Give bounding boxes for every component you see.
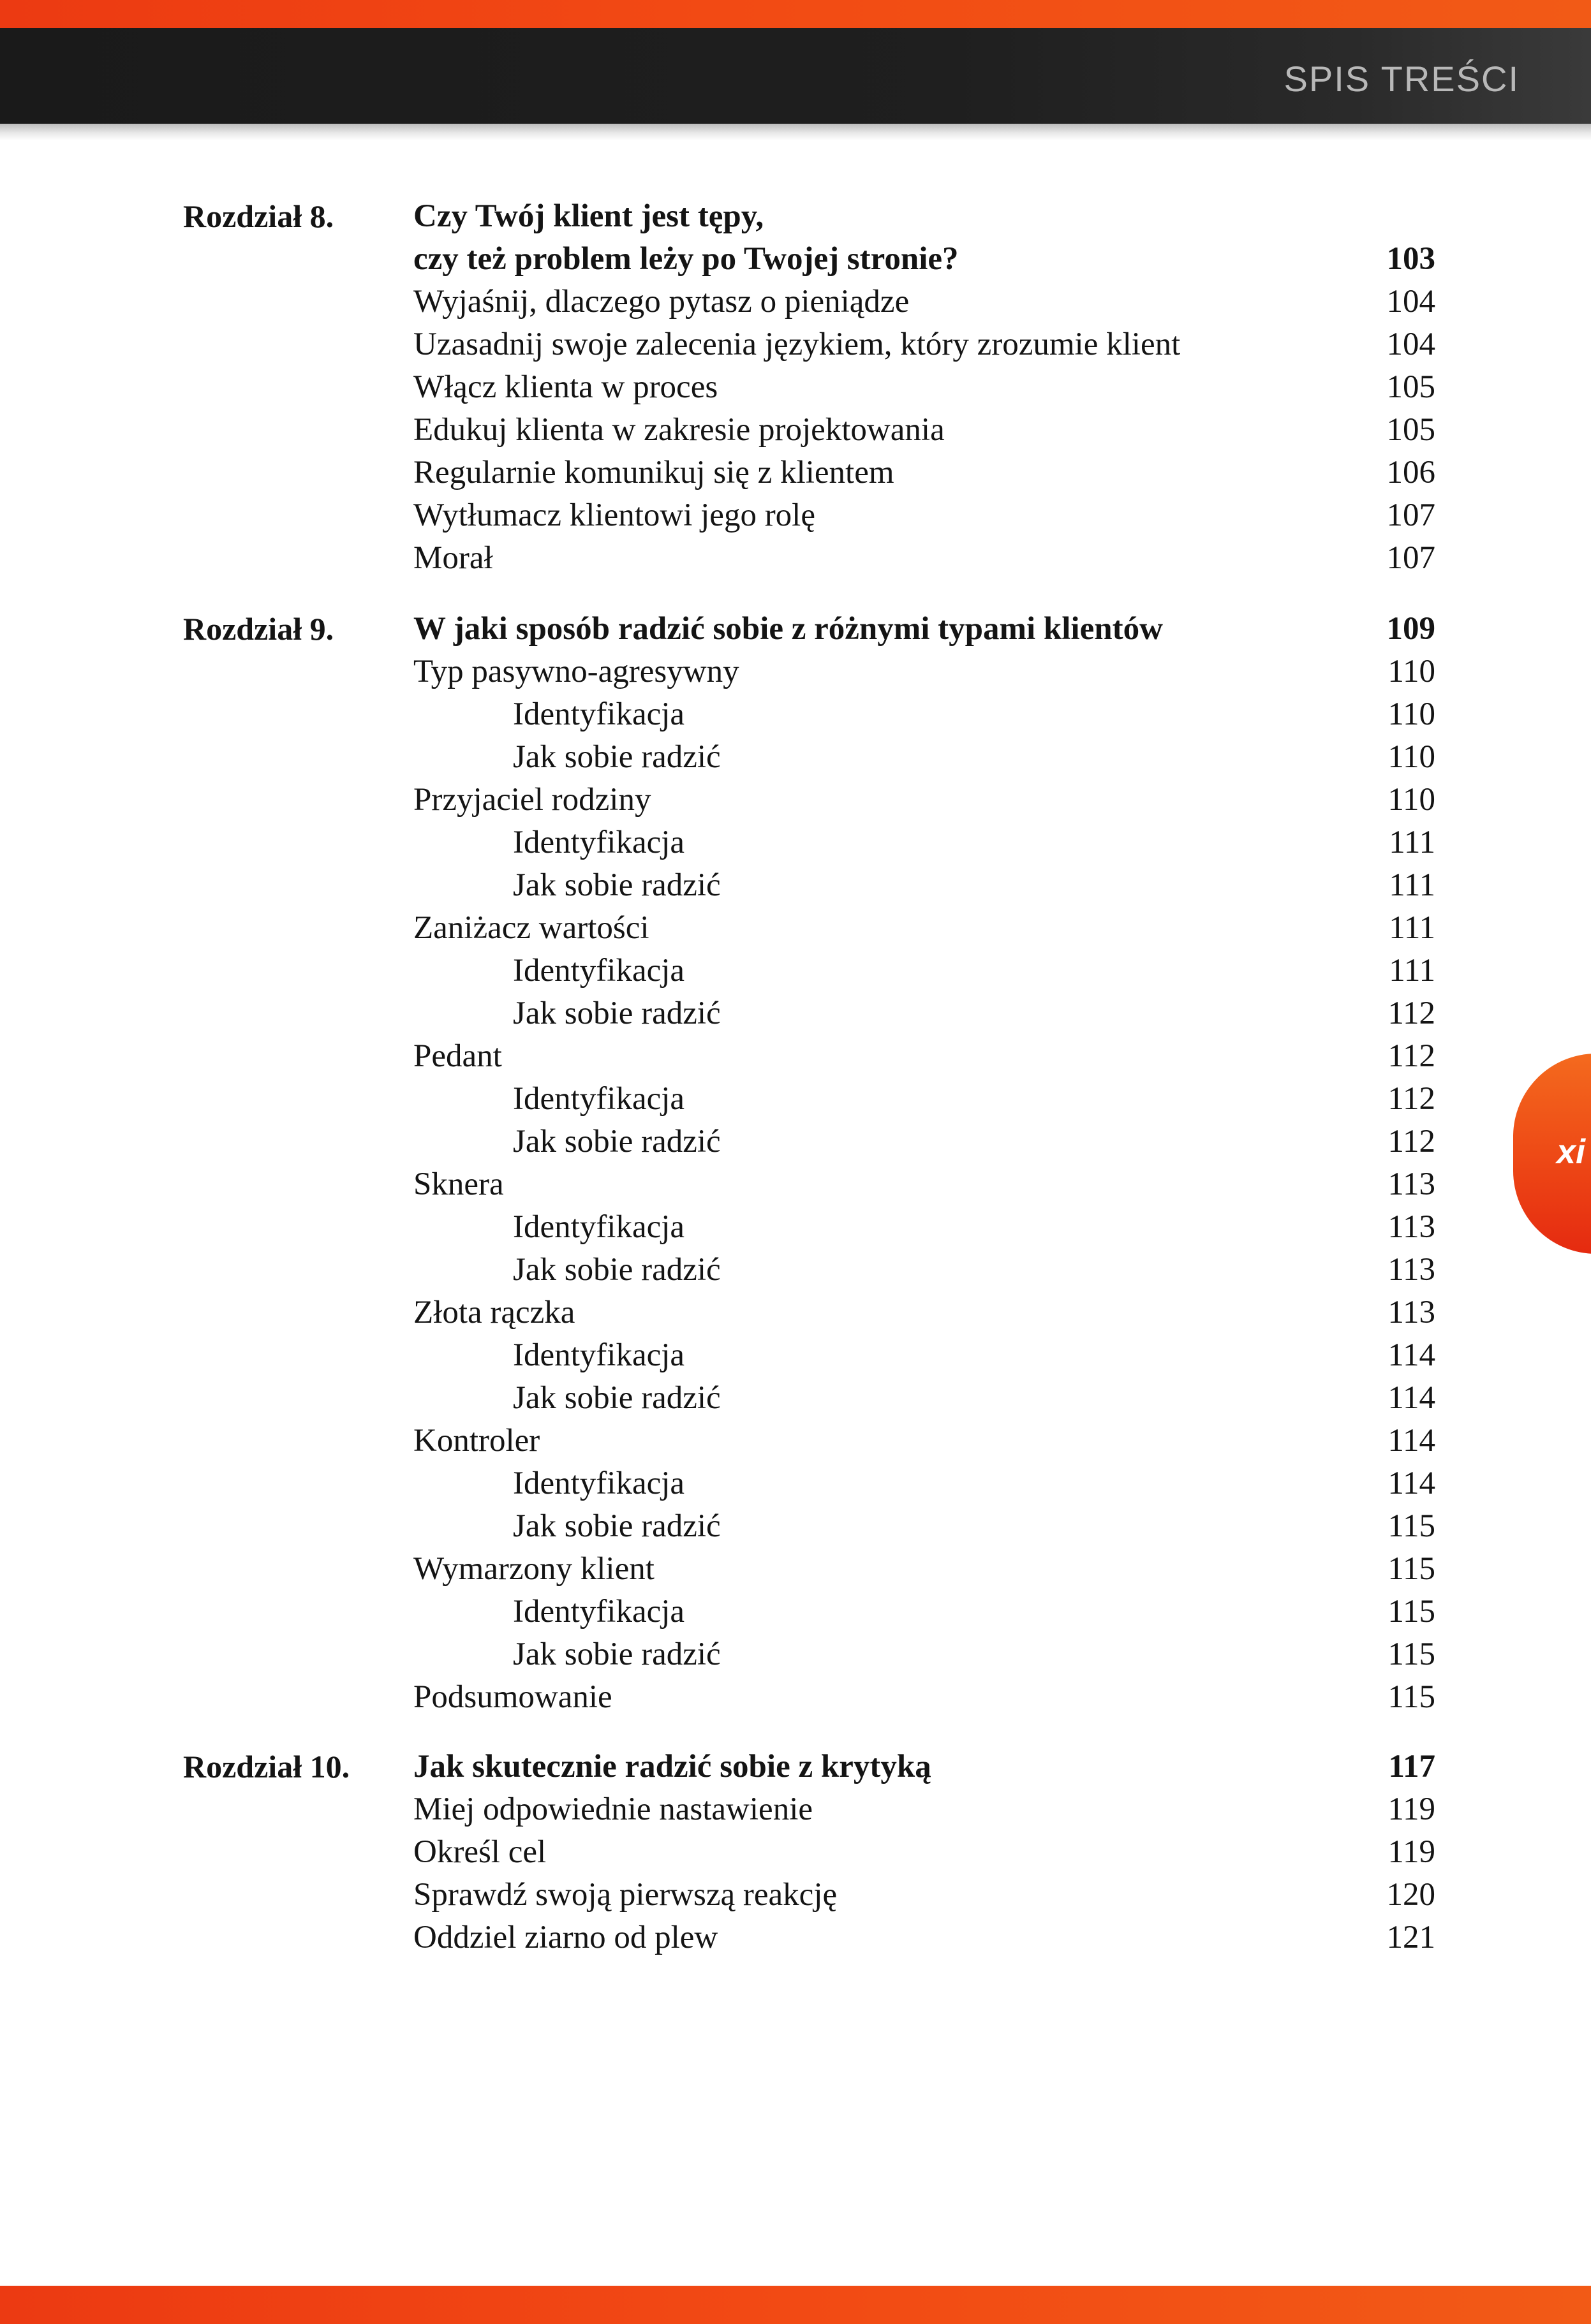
entry-page-number: 110 [1388, 782, 1435, 818]
toc-entry [0, 1676, 1591, 1719]
entry-title: Identyfikacja [513, 1466, 685, 1501]
entry-page-number: 119 [1388, 1791, 1435, 1827]
entry-title: Jak sobie radzić [513, 867, 721, 903]
entry-title: Identyfikacja [513, 953, 685, 989]
toc-subentry [0, 1334, 1591, 1377]
toc-entry [0, 366, 1591, 409]
entry-title: Identyfikacja [513, 696, 685, 732]
entry-page-number: 112 [1388, 1081, 1435, 1117]
entry-page-number: 115 [1388, 1551, 1435, 1587]
entry-page-number: 115 [1388, 1679, 1435, 1715]
entry-title: Jak sobie radzić [513, 1380, 721, 1416]
chapter-page-number: 103 [1386, 241, 1435, 277]
entry-title: Identyfikacja [513, 1209, 685, 1245]
entry-title: Identyfikacja [513, 825, 685, 860]
entry-page-number: 113 [1388, 1252, 1435, 1288]
toc-entry [0, 779, 1591, 821]
toc-subentry [0, 1462, 1591, 1505]
entry-page-number: 115 [1388, 1508, 1435, 1544]
toc-subentry [0, 1249, 1591, 1291]
entry-title: Wymarzony klient [413, 1551, 655, 1587]
entry-title: Identyfikacja [513, 1337, 685, 1373]
entry-title: Typ pasywno-agresywny [413, 654, 739, 689]
entry-page-number: 104 [1386, 327, 1435, 362]
chapter-10-heading [0, 1746, 1591, 1788]
entry-title: Jak sobie radzić [513, 1252, 721, 1288]
entry-title: Pedant [413, 1038, 502, 1074]
entry-page-number: 115 [1388, 1594, 1435, 1629]
toc-entry [0, 323, 1591, 366]
toc-subentry [0, 693, 1591, 736]
toc-entry [0, 494, 1591, 537]
entry-page-number: 111 [1389, 825, 1435, 860]
toc-entry [0, 1420, 1591, 1462]
toc-subentry [0, 950, 1591, 992]
entry-title: Wyjaśnij, dlaczego pytasz o pieniądze [413, 284, 910, 320]
entry-page-number: 110 [1388, 739, 1435, 775]
toc-entry [0, 1548, 1591, 1591]
toc-entry [0, 1163, 1591, 1206]
entry-page-number: 114 [1388, 1380, 1435, 1416]
toc-entry [0, 281, 1591, 323]
entry-page-number: 111 [1389, 867, 1435, 903]
toc-entry [0, 651, 1591, 693]
toc-entry [0, 1831, 1591, 1874]
toc-subentry [0, 1633, 1591, 1676]
entry-title: Miej odpowiednie nastawienie [413, 1791, 813, 1827]
entry-title: Zaniżacz wartości [413, 910, 649, 946]
entry-title: Włącz klienta w proces [413, 369, 718, 405]
toc-subentry [0, 1591, 1591, 1633]
chapter-title: czy też problem leży po Twojej stronie? [413, 241, 959, 277]
chapter-label: Rozdział 8. [183, 198, 334, 234]
entry-title: Przyjaciel rodziny [413, 782, 651, 818]
entry-page-number: 120 [1386, 1877, 1435, 1913]
entry-page-number: 113 [1388, 1166, 1435, 1202]
running-header-title: SPIS TREŚCI [1284, 59, 1520, 99]
toc-entry [0, 1916, 1591, 1959]
entry-page-number: 112 [1388, 1124, 1435, 1159]
entry-title: Jak sobie radzić [513, 1508, 721, 1544]
entry-title: Sknera [413, 1166, 504, 1202]
chapter-title: Jak skutecznie radzić sobie z krytyką [413, 1749, 931, 1784]
chapter-8-heading [0, 195, 1591, 238]
entry-title: Edukuj klienta w zakresie projektowania [413, 412, 945, 448]
entry-title: Jak sobie radzić [513, 996, 721, 1031]
chapter-title: Czy Twój klient jest tępy, [413, 198, 764, 234]
entry-title: Jak sobie radzić [513, 1124, 721, 1159]
toc-subentry [0, 864, 1591, 907]
entry-page-number: 119 [1388, 1834, 1435, 1870]
toc-entry [0, 1788, 1591, 1831]
toc-subentry [0, 736, 1591, 779]
chapter-9-heading [0, 608, 1591, 651]
entry-page-number: 114 [1388, 1466, 1435, 1501]
toc-subentry [0, 1121, 1591, 1163]
entry-page-number: 105 [1386, 412, 1435, 448]
toc-subentry [0, 1505, 1591, 1548]
toc-entry [0, 409, 1591, 452]
toc-entry [0, 1874, 1591, 1916]
toc-entry [0, 452, 1591, 494]
chapter-8-heading-line-2 [0, 238, 1591, 281]
chapter-label: Rozdział 10. [183, 1749, 350, 1784]
entry-page-number: 112 [1388, 1038, 1435, 1074]
entry-page-number: 115 [1388, 1636, 1435, 1672]
toc-entry [0, 907, 1591, 950]
toc-entry [0, 1035, 1591, 1078]
entry-title: Jak sobie radzić [513, 1636, 721, 1672]
entry-page-number: 105 [1386, 369, 1435, 405]
chapter-page-number: 109 [1386, 611, 1435, 647]
toc-subentry [0, 821, 1591, 864]
entry-title: Morał [413, 540, 493, 576]
entry-page-number: 111 [1389, 910, 1435, 946]
entry-title: Sprawdź swoją pierwszą reakcję [413, 1877, 838, 1913]
entry-page-number: 121 [1386, 1920, 1435, 1955]
entry-page-number: 110 [1388, 696, 1435, 732]
entry-title: Uzasadnij swoje zalecenia językiem, który zrozumie klient [413, 327, 1181, 362]
entry-page-number: 114 [1388, 1423, 1435, 1459]
toc-subentry [0, 1206, 1591, 1249]
entry-page-number: 112 [1388, 996, 1435, 1031]
entry-page-number: 111 [1389, 953, 1435, 989]
entry-page-number: 106 [1386, 455, 1435, 490]
entry-page-number: 114 [1388, 1337, 1435, 1373]
entry-page-number: 107 [1386, 497, 1435, 533]
entry-title: Wytłumacz klientowi jego rolę [413, 497, 815, 533]
entry-title: Jak sobie radzić [513, 739, 721, 775]
entry-title: Określ cel [413, 1834, 547, 1870]
entry-title: Identyfikacja [513, 1081, 685, 1117]
entry-title: Regularnie komunikuj się z klientem [413, 455, 894, 490]
chapter-label: Rozdział 9. [183, 611, 334, 647]
entry-page-number: 104 [1386, 284, 1435, 320]
entry-page-number: 107 [1386, 540, 1435, 576]
toc-entry [0, 537, 1591, 580]
entry-page-number: 110 [1388, 654, 1435, 689]
entry-page-number: 113 [1388, 1295, 1435, 1330]
page-number-label: xi [1557, 1133, 1586, 1171]
entry-title: Złota rączka [413, 1295, 575, 1330]
toc-entry [0, 1291, 1591, 1334]
entry-title: Podsumowanie [413, 1679, 612, 1715]
entry-title: Identyfikacja [513, 1594, 685, 1629]
toc-subentry [0, 992, 1591, 1035]
entry-page-number: 113 [1388, 1209, 1435, 1245]
entry-title: Oddziel ziarno od plew [413, 1920, 718, 1955]
chapter-page-number: 117 [1388, 1749, 1435, 1784]
toc-subentry [0, 1078, 1591, 1121]
toc-subentry [0, 1377, 1591, 1420]
entry-title: Kontroler [413, 1423, 540, 1459]
chapter-title: W jaki sposób radzić sobie z różnymi typami klientów [413, 611, 1163, 647]
